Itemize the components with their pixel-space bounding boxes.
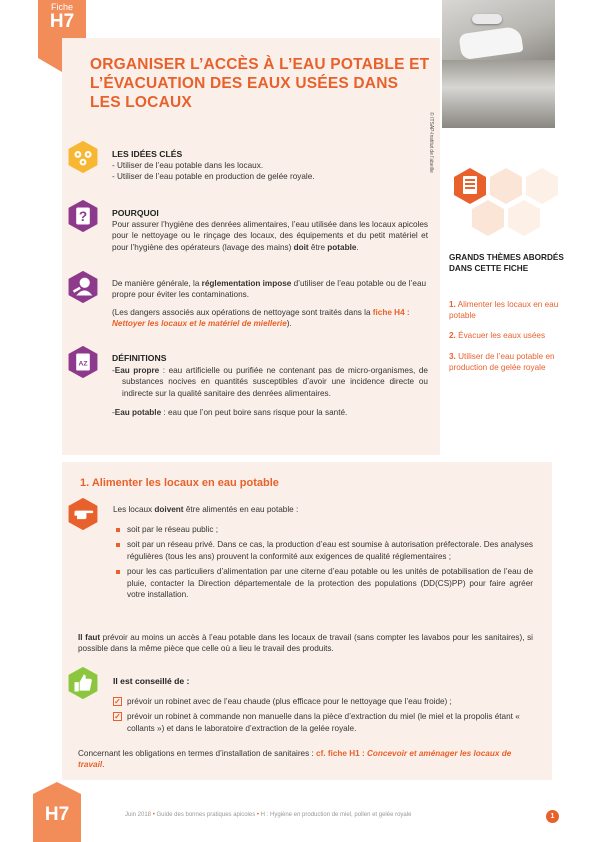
- must-text: [78, 632, 533, 657]
- page-number: 1: [546, 810, 559, 823]
- idees-cles-list: [112, 160, 412, 183]
- themes-hex-group: [448, 162, 558, 242]
- question-icon: [66, 199, 100, 233]
- footer-tab: [33, 794, 81, 842]
- theme-item[interactable]: 2. Évacuer les eaux usées: [449, 331, 546, 341]
- checkbox-icon: ✓: [114, 712, 121, 722]
- theme-item[interactable]: 3. Utiliser de l’eau potable en production de gelée royale: [449, 351, 555, 372]
- check-item: ✓ prévoir un robinet à commande non manuelle dans la pièce d’extraction du miel (le miel et la propolis étant « collants ») et dans le laboratoire d’extraction de la gelée royale.: [114, 712, 520, 733]
- svg-text:AZ: AZ: [78, 360, 88, 368]
- advice-checklist: [113, 696, 533, 738]
- page-title: ORGANISER L’ACCÈS À L’EAU POTABLE ET L’ÉVACUATION DES EAUX USÉES DANS LES LOCAUX: [90, 56, 430, 111]
- pourquoi-paragraph: Pour assurer l’hygiène des denrées alimentaires, l’eau utilisée dans les locaux apicoles pour le nettoyage ou le rinçage des locaux, des équipements et du petit matériel et pour l’hygiène des opérateurs (lavage des mains) doit être potable.: [112, 220, 428, 252]
- bees-icon: [66, 140, 100, 174]
- reglement-paragraph: De manière générale, la réglementation impose d’utiliser de l’eau potable ou de l’eau propre pour éviter les contaminations.: [112, 279, 427, 300]
- checkbox-icon: ✓: [114, 697, 121, 706]
- outro-paragraph: Concernant les obligations en termes d’installation de sanitaires : cf. fiche H1 : Concevoir et aménager les locaux de travail.: [78, 749, 512, 770]
- outro-text: [78, 748, 538, 773]
- pourquoi-heading: POURQUOI: [112, 208, 159, 218]
- footer-text: Juin 2018 • Guide des bonnes pratiques apicoles • H : Hygiène en production de miel, pollen et gelée royale: [125, 812, 412, 818]
- section1-intro: [113, 504, 533, 517]
- fiche-label: Fiche: [50, 2, 73, 12]
- definition-item: -Eau propre : eau artificielle ou purifiée ne contenant pas de micro-organismes, de substances nocives en quantités susceptibles d’avoir une incidence directe ou indirecte sur la qualité sanitaire des denrées alimentaires.: [112, 366, 428, 398]
- pointing-hand-icon: [66, 497, 100, 531]
- sink-photo: [442, 0, 555, 128]
- section1-title: 1. Alimenter les locaux en eau potable: [80, 477, 279, 489]
- definitions-text: [112, 365, 428, 421]
- theme-item[interactable]: 1. Alimenter les locaux en eau potable: [449, 300, 559, 320]
- check-item: ✓ prévoir un robinet avec de l’eau chaude (plus efficace pour le nettoyage que l’eau froide) ;: [114, 697, 452, 706]
- advice-heading: Il est conseillé de :: [113, 676, 190, 686]
- fiche-code: H7: [49, 11, 75, 32]
- thumbs-up-icon: [66, 666, 100, 700]
- list-item: soit par le réseau public ;: [115, 524, 533, 535]
- list-item: pour les cas particuliers d’alimentation par une citerne d’eau potable ou les unités de potabilisation de l’eau de pluie, contacter la Direction départementale de la protection des populations (DD(CS)PP) pour faire agréer votre installation.: [115, 566, 533, 600]
- photo-credit: © ITSAP-Institut de l'abeille: [428, 112, 434, 173]
- definition-item: -Eau potable : eau que l’on peut boire sans risque pour la santé.: [112, 408, 348, 418]
- footer-code: H7: [44, 804, 70, 825]
- themes-list: [449, 300, 571, 383]
- reference-paragraph: (Les dangers associés aux opérations de nettoyage sont traités dans la fiche H4 : Nettoyer les locaux et le matériel de miellerie).: [112, 307, 410, 329]
- supply-bullets: [115, 524, 533, 605]
- must-paragraph: Il faut prévoir au moins un accès à l’eau potable dans les locaux de travail (sans compter les lavabos pour les sanitaires), si possible dans la même pièce que celle où a lieu le travail des produits.: [78, 633, 533, 654]
- reglement-text: [112, 278, 428, 332]
- svg-text:?: ?: [78, 209, 88, 225]
- definitions-heading: DÉFINITIONS: [112, 353, 167, 363]
- pourquoi-text: [112, 219, 428, 255]
- judge-icon: [66, 270, 100, 304]
- themes-title: GRANDS THÈMES ABORDÉS DANS CETTE FICHE: [449, 253, 564, 273]
- idees-cles-heading: LES IDÉES CLÉS: [112, 149, 183, 159]
- list-item: soit par un réseau privé. Dans ce cas, la production d’eau est soumise à autorisation préfectorale. Des analyses régulières (tous les ans) prouvent la conformité aux exigences de qualité réglementaires ;: [115, 539, 533, 562]
- list-item: - Utiliser de l’eau potable en production de gelée royale.: [112, 172, 315, 182]
- intro-paragraph: Les locaux doivent être alimentés en eau potable :: [113, 505, 299, 514]
- dictionary-icon: [66, 345, 100, 379]
- list-item: - Utiliser de l’eau potable dans les locaux.: [112, 161, 264, 170]
